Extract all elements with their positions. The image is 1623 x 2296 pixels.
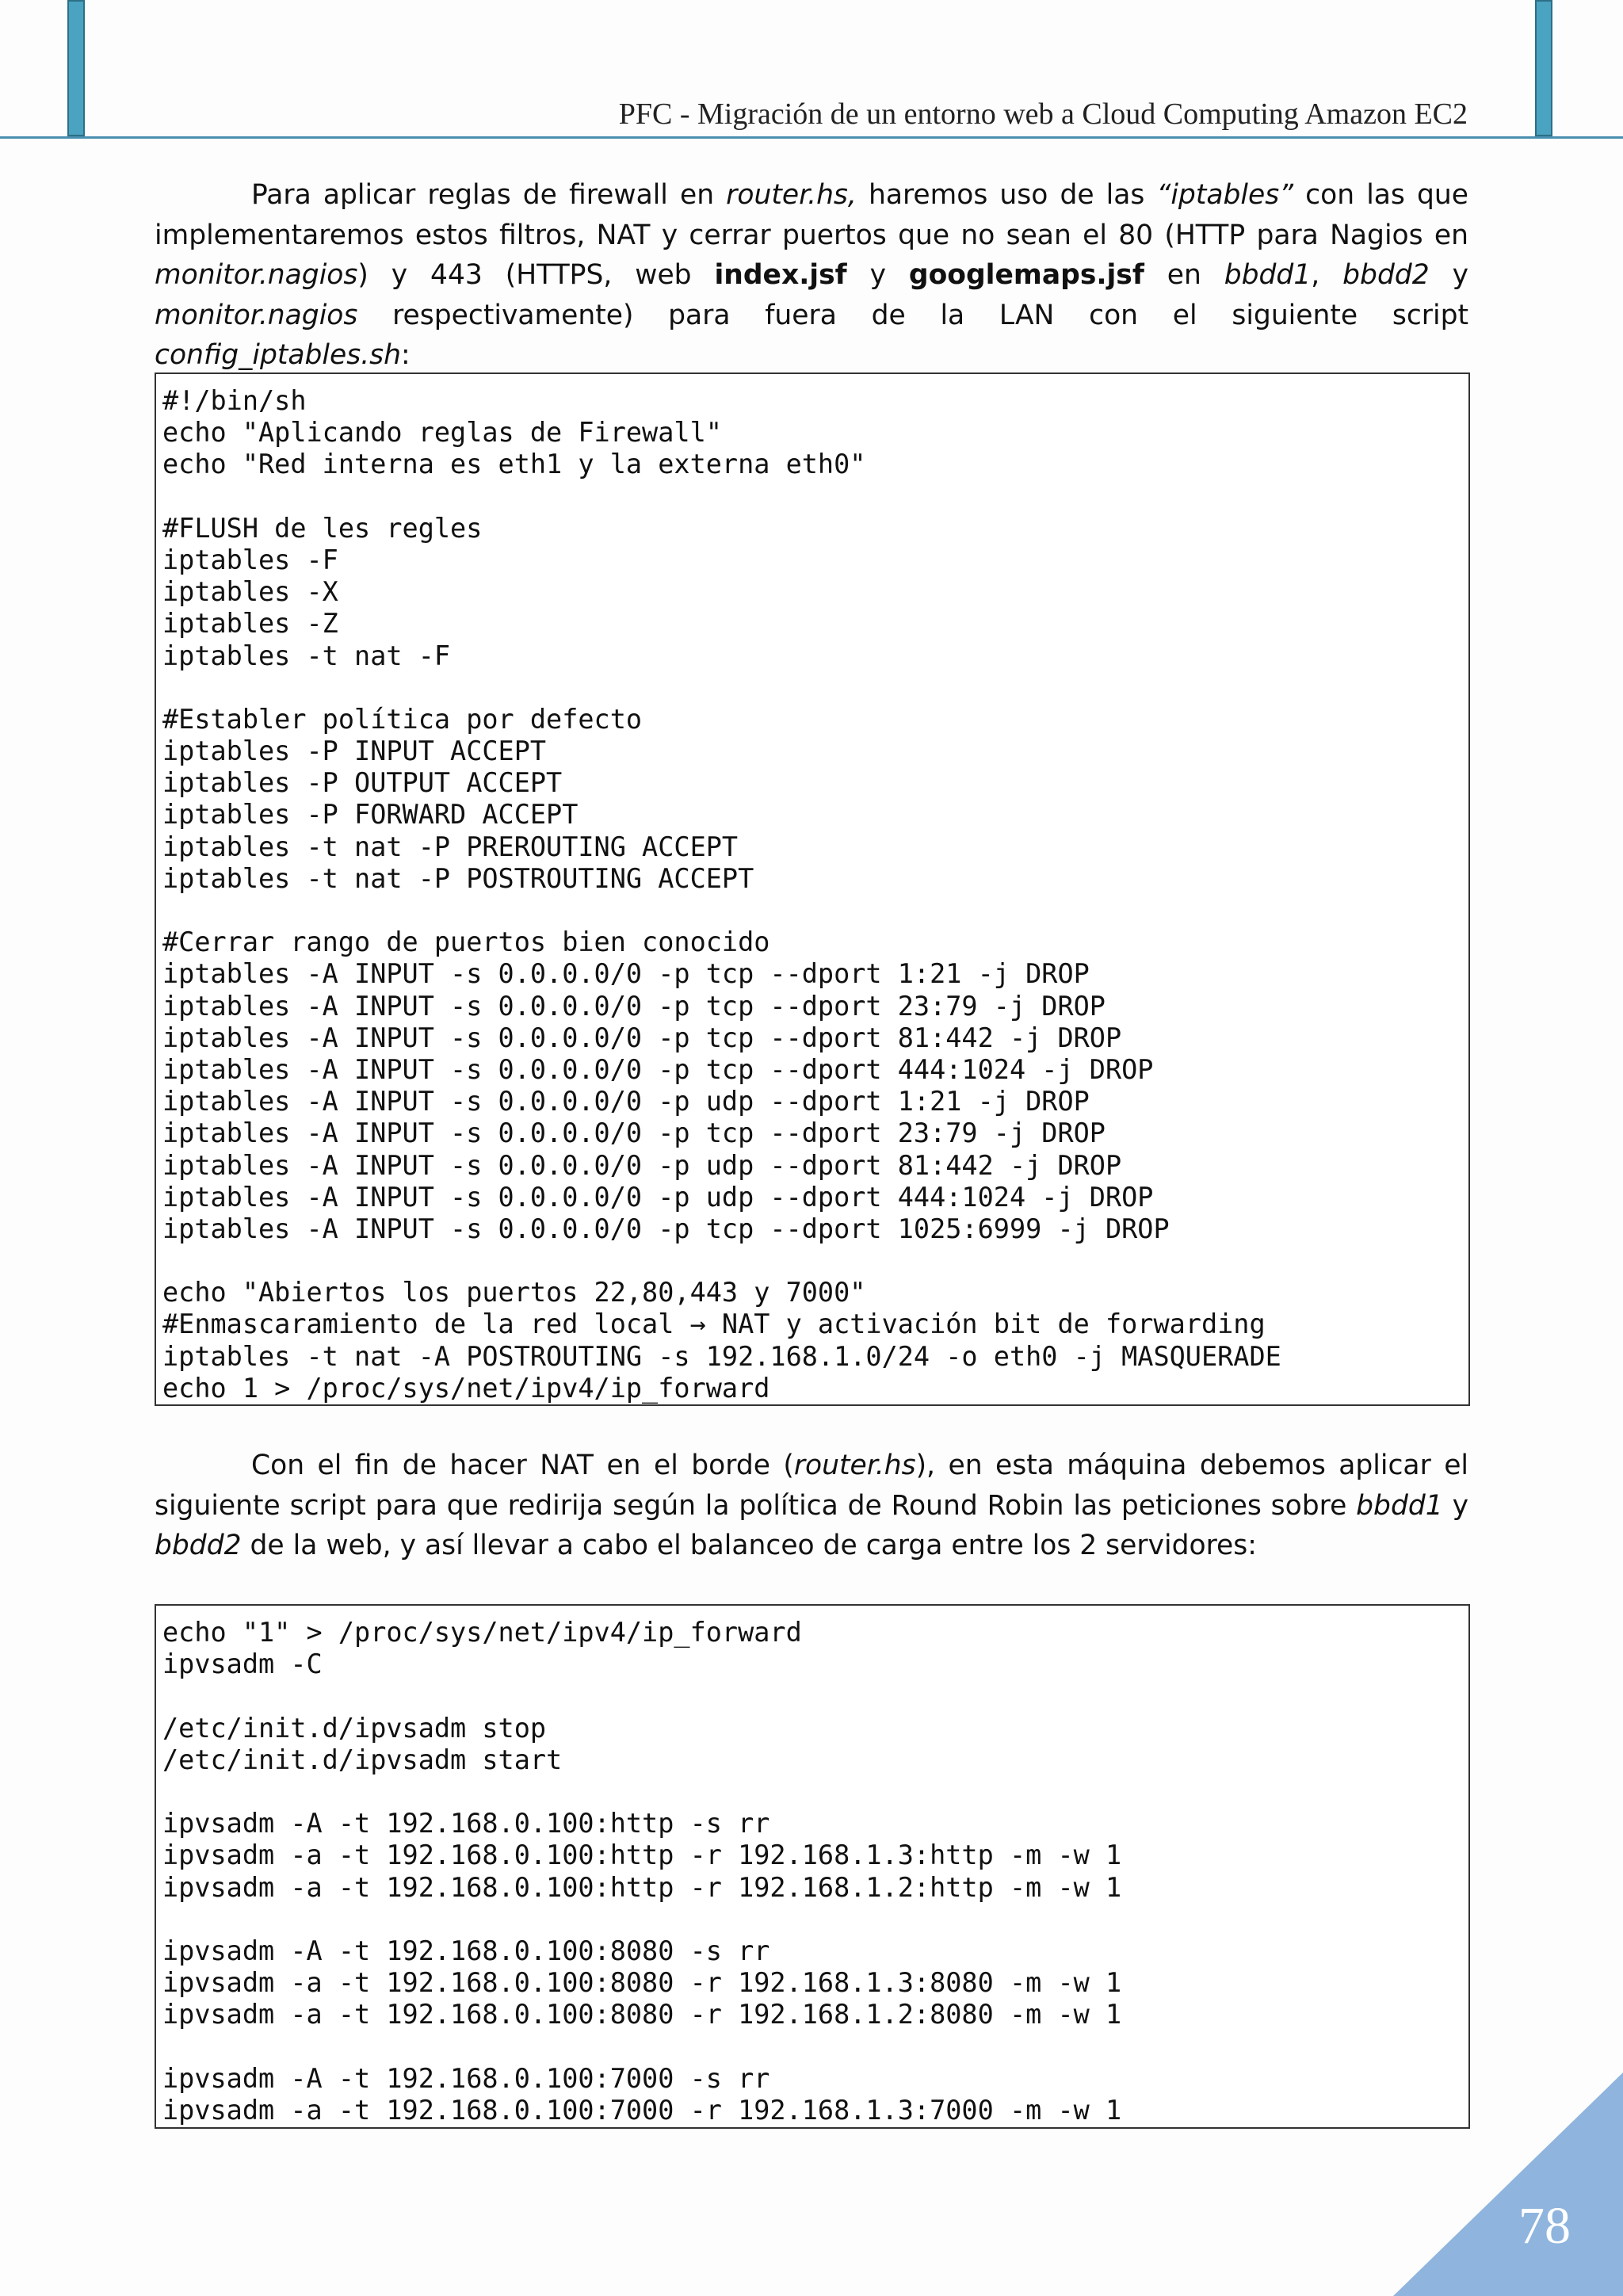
page-header-title: PFC - Migración de un entorno web a Cloud Computing Amazon EC2: [618, 97, 1468, 131]
code-line: iptables -t nat -F: [162, 640, 451, 671]
code-line: iptables -Z: [162, 608, 338, 640]
code-line: ipvsadm -A -t 192.168.0.100:8080 -s rr: [162, 1935, 770, 1966]
text-run: y: [1442, 1489, 1468, 1522]
code-line: iptables -P OUTPUT ACCEPT: [162, 767, 563, 799]
text-run: monitor.nagios: [155, 299, 358, 331]
text-run: router.hs,: [726, 179, 857, 211]
text-run: ), en esta máquina debemos aplicar el siguiente script para que redirija según la política de Round Robin las peticiones sobre: [155, 1450, 1469, 1522]
text-run: router.hs: [793, 1450, 916, 1481]
text-run: en: [1144, 259, 1224, 291]
text-run: Con el fin de hacer NAT en el borde (: [251, 1450, 794, 1481]
code-line: /etc/init.d/ipvsadm stop: [162, 1712, 547, 1744]
text-run: index.jsf: [714, 259, 847, 291]
code-line: ipvsadm -A -t 192.168.0.100:7000 -s rr: [162, 2062, 770, 2094]
code-line: ipvsadm -a -t 192.168.0.100:http -r 192.168.1.2:http -m -w 1: [162, 1871, 1122, 1903]
code-line: ipvsadm -a -t 192.168.0.100:http -r 192.168.1.3:http -m -w 1: [162, 1839, 1122, 1871]
header-left-accent-bar: [67, 0, 85, 136]
code-line: echo 1 > /proc/sys/net/ipv4/ip_forward: [162, 1372, 770, 1404]
code-line: ipvsadm -C: [162, 1648, 323, 1680]
code-line: iptables -A INPUT -s 0.0.0.0/0 -p udp --dport 444:1024 -j DROP: [162, 1181, 1154, 1213]
code-line: echo "1" > /proc/sys/net/ipv4/ip_forward: [162, 1617, 802, 1648]
text-run: ,: [1311, 259, 1343, 291]
code-line: [162, 481, 1462, 513]
text-run: bbdd2: [155, 1530, 242, 1561]
text-run: bbdd1: [1356, 1489, 1443, 1522]
code-line: [162, 1245, 1462, 1277]
text-run: monitor.nagios: [155, 259, 358, 291]
code-line: iptables -P FORWARD ACCEPT: [162, 799, 579, 831]
code-line: ipvsadm -a -t 192.168.0.100:7000 -r 192.168.1.3:7000 -m -w 1: [162, 2094, 1122, 2126]
code-line: #Cerrar rango de puertos bien conocido: [162, 926, 770, 958]
text-run: “iptables”: [1156, 179, 1294, 211]
text-run: respectivamente) para fuera de la LAN con el siguiente script: [357, 299, 1468, 331]
code-line: #!/bin/sh: [162, 385, 307, 416]
code-line: iptables -A INPUT -s 0.0.0.0/0 -p tcp --dport 444:1024 -j DROP: [162, 1053, 1154, 1085]
iptables-script-block: [155, 372, 1470, 1406]
code-line: /etc/init.d/ipvsadm start: [162, 1744, 563, 1775]
code-line: #Establer política por defecto: [162, 703, 643, 735]
nat-paragraph: [155, 1446, 1468, 1566]
code-line: iptables -P INPUT ACCEPT: [162, 735, 547, 767]
code-line: iptables -t nat -P POSTROUTING ACCEPT: [162, 862, 754, 894]
code-line: iptables -A INPUT -s 0.0.0.0/0 -p tcp --dport 1:21 -j DROP: [162, 958, 1090, 990]
text-run: bbdd2: [1342, 259, 1430, 291]
code-line: echo "Abiertos los puertos 22,80,443 y 7000": [162, 1277, 866, 1308]
code-line: echo "Red interna es eth1 y la externa eth0": [162, 449, 866, 480]
text-run: ) y 443 (HTTPS, web: [357, 259, 715, 291]
text-run: y: [846, 259, 909, 291]
code-line: [162, 1904, 1462, 1935]
code-line: [162, 2030, 1462, 2062]
text-run: bbdd1: [1224, 259, 1312, 291]
text-run: con las que implementaremos estos filtros, NAT y cerrar puertos que no sean el 80 (HTTP para Nagios en: [155, 179, 1468, 251]
text-run: Para aplicar reglas de firewall en: [251, 179, 727, 211]
code-line: [162, 1680, 1462, 1712]
text-run: googlemaps.jsf: [908, 259, 1144, 291]
code-line: #Enmascaramiento de la red local → NAT y activación bit de forwarding: [162, 1308, 1266, 1340]
code-line: ipvsadm -A -t 192.168.0.100:http -s rr: [162, 1808, 770, 1839]
code-line: #FLUSH de les regles: [162, 512, 483, 544]
code-line: ipvsadm -a -t 192.168.0.100:8080 -r 192.168.1.2:8080 -m -w 1: [162, 1999, 1122, 2030]
code-line: iptables -t nat -P PREROUTING ACCEPT: [162, 831, 739, 862]
code-line: iptables -A INPUT -s 0.0.0.0/0 -p tcp --dport 23:79 -j DROP: [162, 990, 1106, 1022]
code-line: iptables -A INPUT -s 0.0.0.0/0 -p udp --dport 1:21 -j DROP: [162, 1086, 1090, 1117]
text-run: config_iptables.sh: [155, 339, 402, 371]
text-run: y: [1429, 259, 1469, 291]
code-line: iptables -A INPUT -s 0.0.0.0/0 -p tcp --dport 23:79 -j DROP: [162, 1117, 1106, 1149]
intro-paragraph: [155, 175, 1468, 376]
code-line: iptables -A INPUT -s 0.0.0.0/0 -p tcp --dport 1025:6999 -j DROP: [162, 1213, 1170, 1244]
code-line: echo "Aplicando reglas de Firewall": [162, 417, 722, 449]
code-line: iptables -A INPUT -s 0.0.0.0/0 -p tcp --dport 81:442 -j DROP: [162, 1022, 1122, 1053]
ipvsadm-script-block: [155, 1604, 1470, 2129]
code-line: iptables -A INPUT -s 0.0.0.0/0 -p udp --dport 81:442 -j DROP: [162, 1149, 1122, 1181]
code-line: iptables -X: [162, 576, 338, 608]
page-number: 78: [1518, 2197, 1571, 2255]
code-line: iptables -t nat -A POSTROUTING -s 192.168.1.0/24 -o eth0 -j MASQUERADE: [162, 1340, 1281, 1372]
code-line: iptables -F: [162, 544, 338, 575]
code-line: [162, 672, 1462, 704]
code-line: [162, 895, 1462, 926]
header-right-accent-bar: [1535, 0, 1552, 136]
header-divider: [0, 136, 1623, 139]
code-line: [162, 1776, 1462, 1808]
text-run: :: [401, 339, 411, 371]
text-run: de la web, y así llevar a cabo el balanceo de carga entre los 2 servidores:: [241, 1530, 1257, 1561]
text-run: haremos uso de las: [856, 179, 1157, 211]
code-line: ipvsadm -a -t 192.168.0.100:8080 -r 192.168.1.3:8080 -m -w 1: [162, 1967, 1122, 1999]
